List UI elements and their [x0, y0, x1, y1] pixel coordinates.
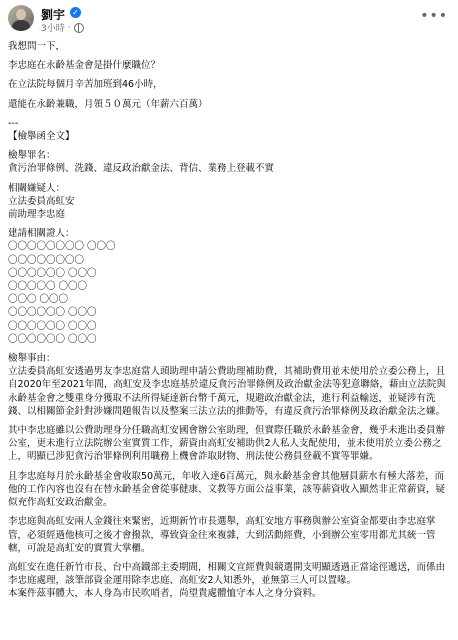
avatar-body [12, 20, 30, 31]
reason-label: 檢舉事由： [8, 353, 56, 365]
reason-paragraph-1: 立法委員高虹安透過男友李忠庭當人頭助理申請公費助理補助費，其補助費用並未使用於立委公務上，且自2020年至2021年間，高虹安及李忠庭基於違反貪污治罪條例及政治獻金法等犯意聯絡，藉由立法院與永齡基金會之雙重身分獲取不法所得疑達新台幣千萬元，規避政治獻金法，進行利益輸送，並疑涉有洗錢、以相關節金針對涉嫌問題報告以及整案三法立法的推動等，有違反貪污治罪條例及政治獻金法之嫌。 [8, 366, 446, 417]
reason-paragraph-5: 高虹安在進任新竹市長、台中高鐵部主委期間，相關文宣經費與競選開支明顯透過正當途徑遞送，而係由李忠庭處理，該筆部資金運用除李忠庭、高虹安2人知悉外，並無第三人可以置喙。 [8, 561, 446, 587]
witness-4: 〇〇〇〇〇 〇〇〇 [8, 281, 88, 293]
section-title: 【檢舉函全文】 [8, 131, 75, 143]
witness-6: 〇〇〇〇〇〇 〇〇〇 [8, 307, 97, 319]
intro-line-3: 在立法院每個月辛苦加班到46小時， [8, 79, 163, 91]
author-name[interactable]: 劉宇 [41, 8, 66, 22]
reason-paragraph-6: 本案件茲事體大，本人身為市民吹哨者，尚望貴處體恤守本人之身分資料。 [8, 588, 322, 600]
witness-7: 〇〇〇〇〇〇 〇〇〇 [8, 320, 97, 332]
author-avatar[interactable] [8, 5, 34, 31]
post-body [8, 40, 452, 601]
avatar-face [16, 9, 26, 20]
crime-label: 檢舉罪名： [8, 150, 56, 162]
post-time[interactable]: 3小時 [41, 24, 65, 34]
witness-1: 〇〇〇〇〇〇〇〇 〇〇〇 [8, 241, 116, 253]
witness-5: 〇〇〇 〇〇〇 [8, 294, 69, 306]
reason-paragraph-2: 其中李忠庭雖以公費助理身分任職高虹安國會辦公室助理，但實際任職於永齡基金會，幾乎未進出委員辦公室，更未進行立法院辦公室實質工作，薪資由高虹安補助供2人私人支配使用，並未使用於立委公務之上，明顯已涉犯貪污治罪條例利用職務上機會詐取財物、刑法使公務員登載不實等罪嫌。 [8, 425, 446, 463]
accused-1: 立法委員高虹安 [8, 195, 75, 207]
witness-2: 〇〇〇〇〇〇〇〇 [8, 254, 85, 266]
witness-8: 〇〇〇〇〇〇 〇〇〇 [8, 333, 97, 345]
verified-badge-icon: ✓ [70, 7, 81, 18]
post-meta: 3小時 · [41, 21, 84, 34]
accused-label: 相關嫌疑人： [8, 182, 66, 194]
witness-label: 建請相關證人： [8, 228, 75, 240]
reason-paragraph-3: 且李忠庭每月於永齡基金會收取50萬元，年收入達6百萬元，與永齡基金會其他層員薪水有極大落差，而他的工作內容也沒有在替永齡基金會從事健康、文教等方面公益事業，該等薪資收入顯然非正常薪資，疑似充作高虹安政治獻金。 [8, 470, 446, 509]
intro-line-4: 還能在永齡兼職，月領５０萬元（年薪六百萬） [8, 98, 208, 110]
divider-text: --- [8, 117, 19, 129]
globe-icon [74, 23, 84, 33]
accused-2: 前助理李忠庭 [8, 209, 66, 221]
intro-line-1: 我想問一下， [8, 41, 66, 52]
witness-3: 〇〇〇〇〇〇 〇〇〇 [8, 267, 97, 279]
post-header [0, 0, 458, 38]
crime-text: 貪污治罪條例、洗錢、違反政治獻金法、背信、業務上登載不實 [8, 163, 275, 175]
more-options-icon[interactable]: ••• [420, 8, 448, 24]
reason-paragraph-4: 李忠庭與高虹安兩人金錢往來緊密，近期新竹市長選舉，高虹安地方事務與辦公室資金都要由李忠庭掌管，必須經過他核可之後才會撥款，導致資金往來複雜，大到活動經費，小到辦公室零用都尤其統一管轄，可說是高虹安的實質大掌櫃。 [8, 516, 436, 554]
intro-line-2: 李忠庭在永齡基金會是掛什麼職位？ [8, 60, 161, 72]
